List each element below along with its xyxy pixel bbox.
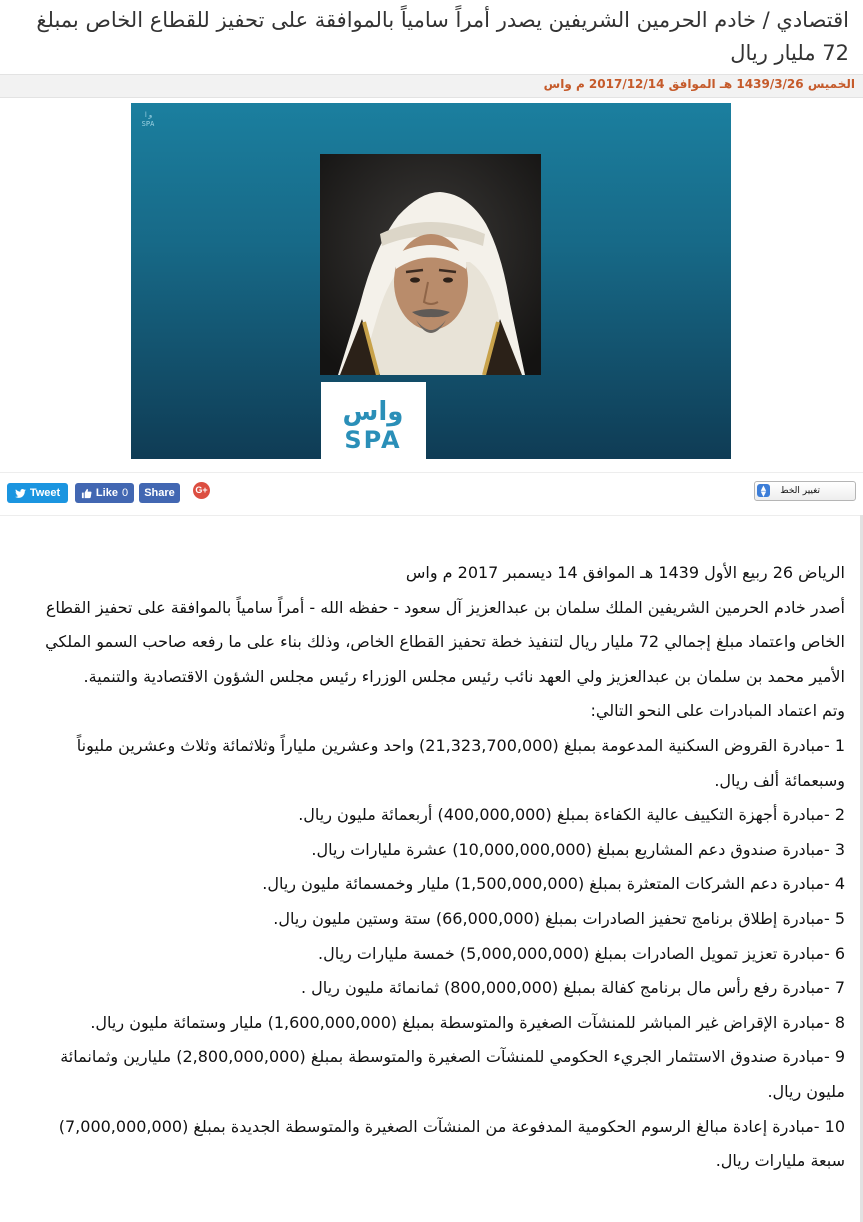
article-paragraph: الرياض 26 ربيع الأول 1439 هـ الموافق 14 ديسمبر 2017 م واس — [405, 563, 845, 582]
google-plus-icon[interactable]: G+ — [193, 482, 210, 499]
like-count: 0 — [121, 487, 129, 499]
initiative-item: 10 -مبادرة إعادة مبالغ الرسوم الحكومية المدفوعة من المنشآت الصغيرة والمتوسطة الجديدة بمبلغ (7,000,000,000) سبعة مليارات ريال. — [58, 1116, 845, 1171]
initiative-item: 6 -مبادرة تعزيز تمويل الصادرات بمبلغ (5,000,000,000) خمسة مليارات ريال. — [318, 943, 845, 963]
dateline-bar — [0, 74, 863, 98]
initiative-item: 4 -مبادرة دعم الشركات المتعثرة بمبلغ (1,500,000,000) مليار وخمسمائة مليون ريال. — [262, 874, 845, 894]
article-body — [40, 556, 845, 1179]
tweet-button[interactable] — [7, 483, 68, 503]
article-paragraph: وتم اعتماد المبادرات على النحو التالي: — [590, 701, 845, 721]
article-headline: اقتصادي / خادم الحرمين الشريفين يصدر أمراً سامياً بالموافقة على تحفيز للقطاع الخاص بمبلغ 72 مليار ريال — [36, 8, 849, 65]
initiative-item: 8 -مبادرة الإقراض غير المباشر للمنشآت الصغيرة والمتوسطة بمبلغ (1,600,000,000) مليار وستمائة مليون ريال. — [90, 1012, 845, 1032]
initiative-item: 1 -مبادرة القروض السكنية المدعومة بمبلغ (21,323,700,000) واحد وعشرين ملياراً وثلاثمائة وثلاث وعشرين مليوناً وسبعمائة ألف ريال. — [76, 735, 845, 790]
initiative-item: 9 -مبادرة صندوق الاستثمار الجريء الحكومي للمنشآت الصغيرة والمتوسطة بمبلغ (2,800,000,000) مليارين وثمانمائة مليون ريال. — [60, 1047, 845, 1101]
article-paragraph: أصدر خادم الحرمين الشريفين الملك سلمان بن عبدالعزيز آل سعود - حفظه الله - أمراً سامياً بالموافقة على تحفيز القطاع الخاص واعتماد مبلغ إجمالي 72 مليار ريال لتنفيذ خطة تحفيز القطاع الخاص، وذلك بناء على ما رفعه صاحب السمو الملكي الأمير محمد بن سلمان بن عبدالعزيز ولي العهد نائب رئيس مجلس الوزراء رئيس مجلس الشؤون الاقتصادية والتنمية. — [45, 597, 845, 686]
article-dateline: الخميس 1439/3/26 هـ الموافق 2017/12/14 م واس — [543, 77, 855, 91]
king-portrait — [320, 154, 541, 375]
facebook-share-button[interactable] — [139, 483, 180, 503]
share-toolbar — [0, 472, 863, 516]
initiative-item: 2 -مبادرة أجهزة التكييف عالية الكفاءة بمبلغ (400,000,000) أربعمائة مليون ريال. — [298, 805, 845, 825]
tweet-label: Tweet — [29, 487, 61, 499]
share-label: Share — [144, 487, 175, 499]
initiative-item: 7 -مبادرة رفع رأس مال برنامج كفالة بمبلغ (800,000,000) ثمانمائة مليون ريال . — [301, 978, 845, 998]
like-label: Like — [95, 487, 118, 499]
svg-text:SPA: SPA — [344, 426, 402, 454]
spa-watermark: وا SPA — [141, 111, 155, 128]
font-size-select[interactable] — [754, 481, 856, 501]
initiative-item: 3 -مبادرة صندوق دعم المشاريع بمبلغ (10,000,000,000) عشرة مليارات ريال. — [311, 839, 845, 859]
facebook-like-button[interactable] — [75, 483, 134, 503]
updown-arrows-icon: ▲ ▼ — [757, 484, 770, 497]
twitter-bird-icon — [15, 489, 26, 498]
font-select-value: تغيير الخط — [780, 486, 820, 496]
spa-logo — [321, 382, 426, 459]
svg-text:واس: واس — [342, 397, 404, 427]
thumbs-up-icon — [81, 488, 92, 499]
initiative-item: 5 -مبادرة إطلاق برنامج تحفيز الصادرات بمبلغ (66,000,000) ستة وستين مليون ريال. — [273, 908, 845, 928]
article-image — [131, 103, 731, 459]
